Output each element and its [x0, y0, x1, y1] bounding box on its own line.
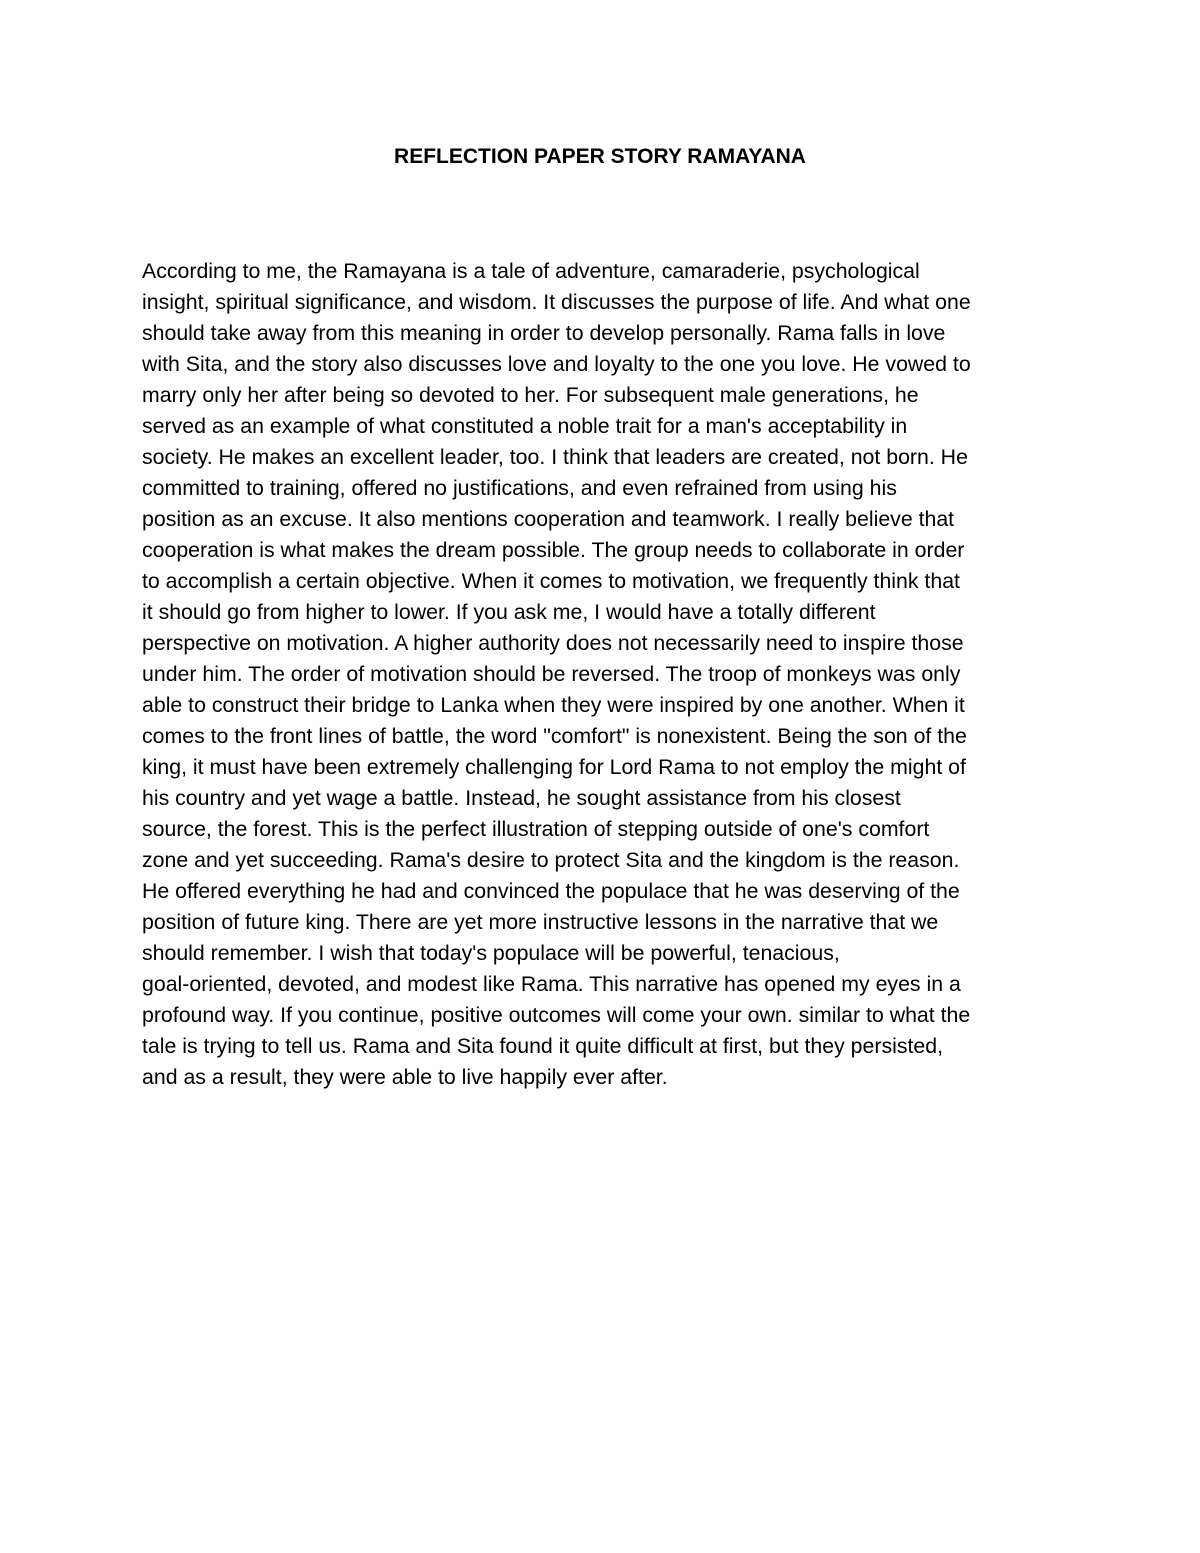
body-line: to accomplish a certain objective. When it comes to motivation, we frequently think that — [142, 569, 960, 593]
body-line: under him. The order of motivation should be reversed. The troop of monkeys was only — [142, 662, 961, 686]
body-line: cooperation is what makes the dream possible. The group needs to collaborate in order — [142, 538, 965, 562]
body-line: source, the forest. This is the perfect illustration of stepping outside of one's comfort — [142, 817, 930, 841]
body-line: position as an excuse. It also mentions cooperation and teamwork. I really believe that — [142, 507, 955, 531]
body-line: it should go from higher to lower. If you ask me, I would have a totally different — [142, 600, 876, 624]
body-line: tale is trying to tell us. Rama and Sita found it quite difficult at first, but they persisted, — [142, 1034, 944, 1058]
body-line: comes to the front lines of battle, the word "comfort" is nonexistent. Being the son of the — [142, 724, 967, 748]
body-line: profound way. If you continue, positive outcomes will come your own. similar to what the — [142, 1003, 971, 1027]
body-line: king, it must have been extremely challenging for Lord Rama to not employ the might of — [142, 755, 966, 779]
body-line: served as an example of what constituted a noble trait for a man's acceptability in — [142, 414, 908, 438]
body-line: able to construct their bridge to Lanka when they were inspired by one another. When it — [142, 693, 965, 717]
body-line: zone and yet succeeding. Rama's desire to protect Sita and the kingdom is the reason. — [142, 848, 960, 872]
body-line: He offered everything he had and convinced the populace that he was deserving of the — [142, 879, 960, 903]
body-line: with Sita, and the story also discusses love and loyalty to the one you love. He vowed to — [142, 352, 971, 376]
body-line: should remember. I wish that today's populace will be powerful, tenacious, — [142, 941, 840, 965]
body-line: society. He makes an excellent leader, too. I think that leaders are created, not born. He — [142, 445, 968, 469]
body-line: should take away from this meaning in order to develop personally. Rama falls in love — [142, 321, 946, 345]
body-line: and as a result, they were able to live happily ever after. — [142, 1065, 668, 1089]
body-line: his country and yet wage a battle. Instead, he sought assistance from his closest — [142, 786, 901, 810]
body-line: marry only her after being so devoted to her. For subsequent male generations, he — [142, 383, 919, 407]
body-line: perspective on motivation. A higher authority does not necessarily need to inspire those — [142, 631, 964, 655]
body-line: insight, spiritual significance, and wisdom. It discusses the purpose of life. And what one — [142, 290, 971, 314]
body-line: According to me, the Ramayana is a tale of adventure, camaraderie, psychological — [142, 259, 920, 283]
body-line: position of future king. There are yet more instructive lessons in the narrative that we — [142, 910, 939, 934]
body-line: goal-oriented, devoted, and modest like Rama. This narrative has opened my eyes in a — [142, 972, 961, 996]
body-paragraph — [142, 256, 1072, 1093]
document-title: REFLECTION PAPER STORY RAMAYANA — [394, 145, 806, 168]
body-line: committed to training, offered no justifications, and even refrained from using his — [142, 476, 897, 500]
